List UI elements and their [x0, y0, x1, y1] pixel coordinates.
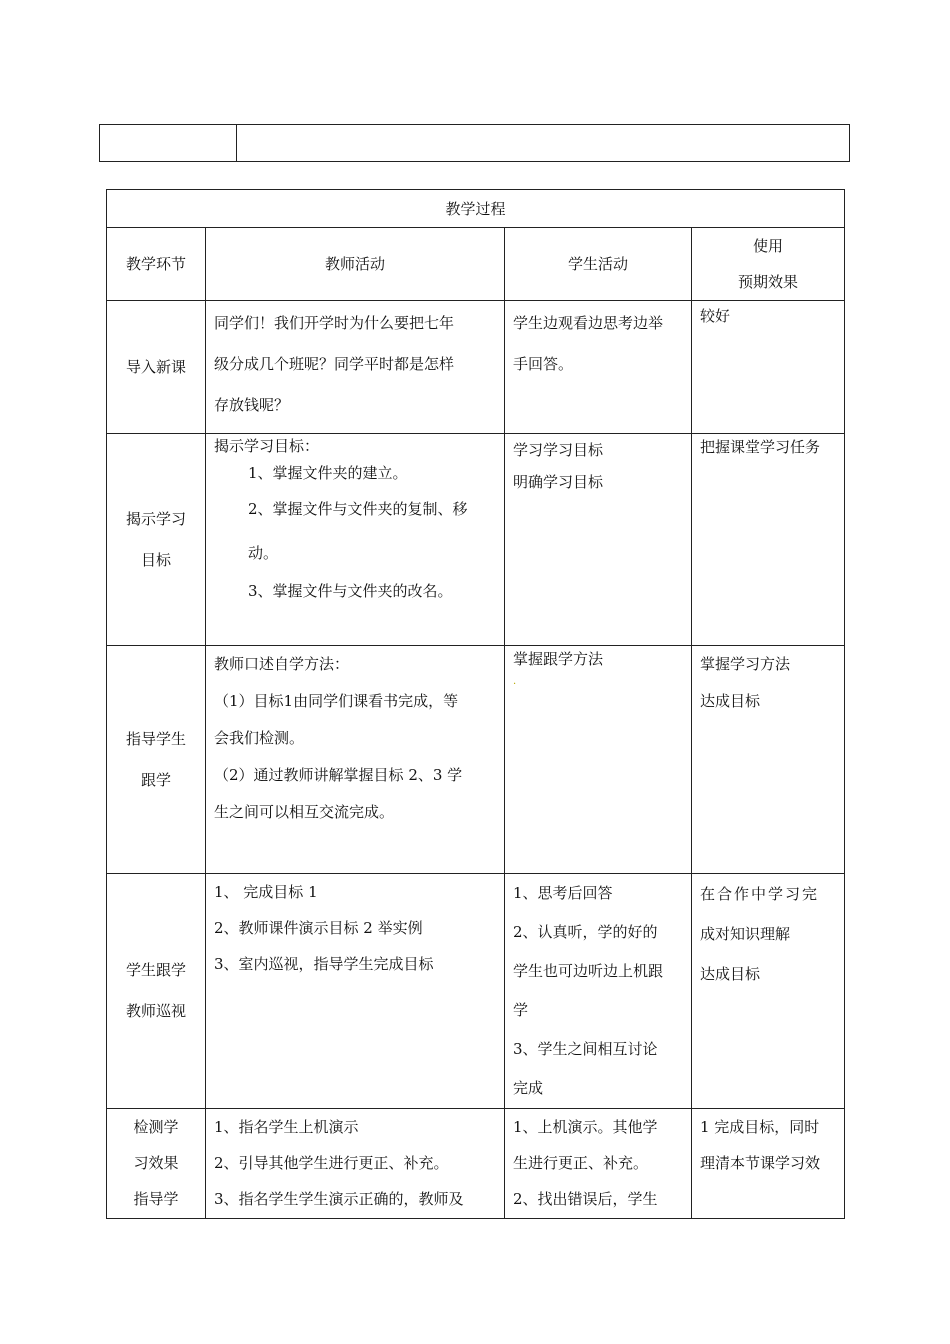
- decorative-mark: ·: [513, 679, 517, 690]
- student-line: 2、找出错误后，学生: [513, 1190, 658, 1208]
- table-row: [107, 301, 845, 434]
- effect-line: 掌握学习方法: [700, 655, 791, 673]
- student-line: 1、上机演示。其他学: [513, 1118, 658, 1136]
- stage-line: 导入新课: [125, 358, 186, 376]
- row-stage: [107, 434, 206, 646]
- row-effect: [692, 301, 845, 434]
- header-effect-line1: 使用: [753, 237, 784, 255]
- teacher-line: 1、掌握文件夹的建立。: [248, 464, 408, 482]
- student-line: 手回答。: [513, 355, 574, 373]
- teacher-line: 2、引导其他学生进行更正、补充。: [214, 1154, 449, 1172]
- row-effect: [692, 874, 845, 1109]
- stage-line: 检测学: [133, 1118, 179, 1136]
- stage-line: 学生跟学: [125, 961, 186, 979]
- teacher-line: 3、室内巡视，指导学生完成目标: [214, 955, 434, 973]
- row-stage: [107, 874, 206, 1109]
- row-student: [505, 646, 692, 874]
- row-effect: [692, 1109, 845, 1219]
- table-row: [107, 434, 845, 646]
- stage-line: 目标: [140, 550, 171, 569]
- row-teacher: [206, 434, 505, 646]
- stage-line: 跟学: [140, 770, 171, 789]
- row-teacher: [206, 301, 505, 434]
- row-stage: [107, 1109, 206, 1219]
- teacher-line: 2、教师课件演示目标 2 举实例: [214, 919, 423, 937]
- teaching-process-table: [106, 189, 845, 1219]
- teacher-line: 存放钱呢？: [214, 396, 290, 414]
- student-line: 明确学习目标: [513, 473, 604, 491]
- stage-line: 指导学: [133, 1190, 179, 1208]
- teacher-line: 1、 完成目标 1: [214, 883, 318, 901]
- header-student: 学生活动: [505, 228, 692, 301]
- teacher-line: 1、指名学生上机演示: [214, 1118, 359, 1136]
- header-effect: [692, 228, 845, 301]
- teacher-line: 3、掌握文件与文件夹的改名。: [248, 582, 453, 600]
- row-stage: [107, 301, 206, 434]
- row-student: [505, 434, 692, 646]
- effect-line: 较好: [700, 307, 731, 325]
- row-student: [505, 1109, 692, 1219]
- row-stage: [107, 646, 206, 874]
- effect-line: 达成目标: [700, 692, 761, 710]
- effect-line: 1 完成目标，同时: [700, 1118, 820, 1136]
- table-row: [107, 1109, 845, 1219]
- header-teacher: 教师活动: [206, 228, 505, 301]
- effect-line: 达成目标: [700, 965, 761, 983]
- student-line: 完成: [513, 1079, 544, 1097]
- teacher-line: 2、掌握文件与文件夹的复制、移: [248, 500, 468, 518]
- stage-line: 揭示学习: [125, 509, 186, 528]
- teacher-line: 生之间可以相互交流完成。: [214, 803, 395, 821]
- row-effect: [692, 646, 845, 874]
- teacher-intro: 揭示学习目标：: [214, 437, 320, 455]
- row-effect: [692, 434, 845, 646]
- student-line: 掌握跟学方法: [513, 650, 604, 668]
- student-line: 学: [513, 1001, 529, 1019]
- teacher-line: 同学们！我们开学时为什么要把七年: [214, 314, 455, 332]
- stage-line: 指导学生: [125, 729, 186, 748]
- stage-line: 习效果: [133, 1154, 179, 1172]
- header-stage: 教学环节: [107, 228, 206, 301]
- table-title: 教学过程: [107, 190, 845, 228]
- teacher-line: 会我们检测。: [214, 729, 305, 747]
- header-info-table: [99, 124, 850, 162]
- row-student: [505, 301, 692, 434]
- teacher-line: （2）通过教师讲解掌握目标 2、3 学: [214, 766, 463, 784]
- row-teacher: [206, 646, 505, 874]
- effect-line: 理清本节课学习效: [700, 1154, 821, 1172]
- teacher-line: （1）目标1由同学们课看书完成，等: [214, 692, 459, 710]
- table-row: [107, 874, 845, 1109]
- row-student: [505, 874, 692, 1109]
- effect-line: 成对知识理解: [700, 925, 791, 943]
- student-line: 学生也可边听边上机跟: [513, 962, 664, 980]
- student-line: 1、思考后回答: [513, 884, 613, 902]
- effect-line: 把握课堂学习任务: [700, 438, 821, 456]
- teacher-line: 动。: [248, 544, 279, 562]
- student-line: 学习学习目标: [513, 441, 604, 459]
- student-line: 3、学生之间相互讨论: [513, 1040, 658, 1058]
- student-line: 生进行更正、补充。: [513, 1154, 649, 1172]
- row-teacher: [206, 874, 505, 1109]
- teacher-line: 教师口述自学方法：: [214, 655, 350, 673]
- row-teacher: [206, 1109, 505, 1219]
- effect-line: 在合作中学习完: [700, 885, 820, 903]
- table-row: [107, 646, 845, 874]
- header-info-cell-1: [100, 125, 237, 161]
- header-info-cell-2: [237, 125, 849, 161]
- student-line: 学生边观看边思考边举: [513, 314, 664, 332]
- teacher-line: 3、指名学生学生演示正确的，教师及: [214, 1190, 464, 1208]
- student-line: 2、认真听，学的好的: [513, 923, 658, 941]
- stage-line: 教师巡视: [125, 1002, 186, 1020]
- teacher-line: 级分成几个班呢？同学平时都是怎样: [214, 355, 455, 373]
- header-effect-line2: 预期效果: [738, 273, 799, 291]
